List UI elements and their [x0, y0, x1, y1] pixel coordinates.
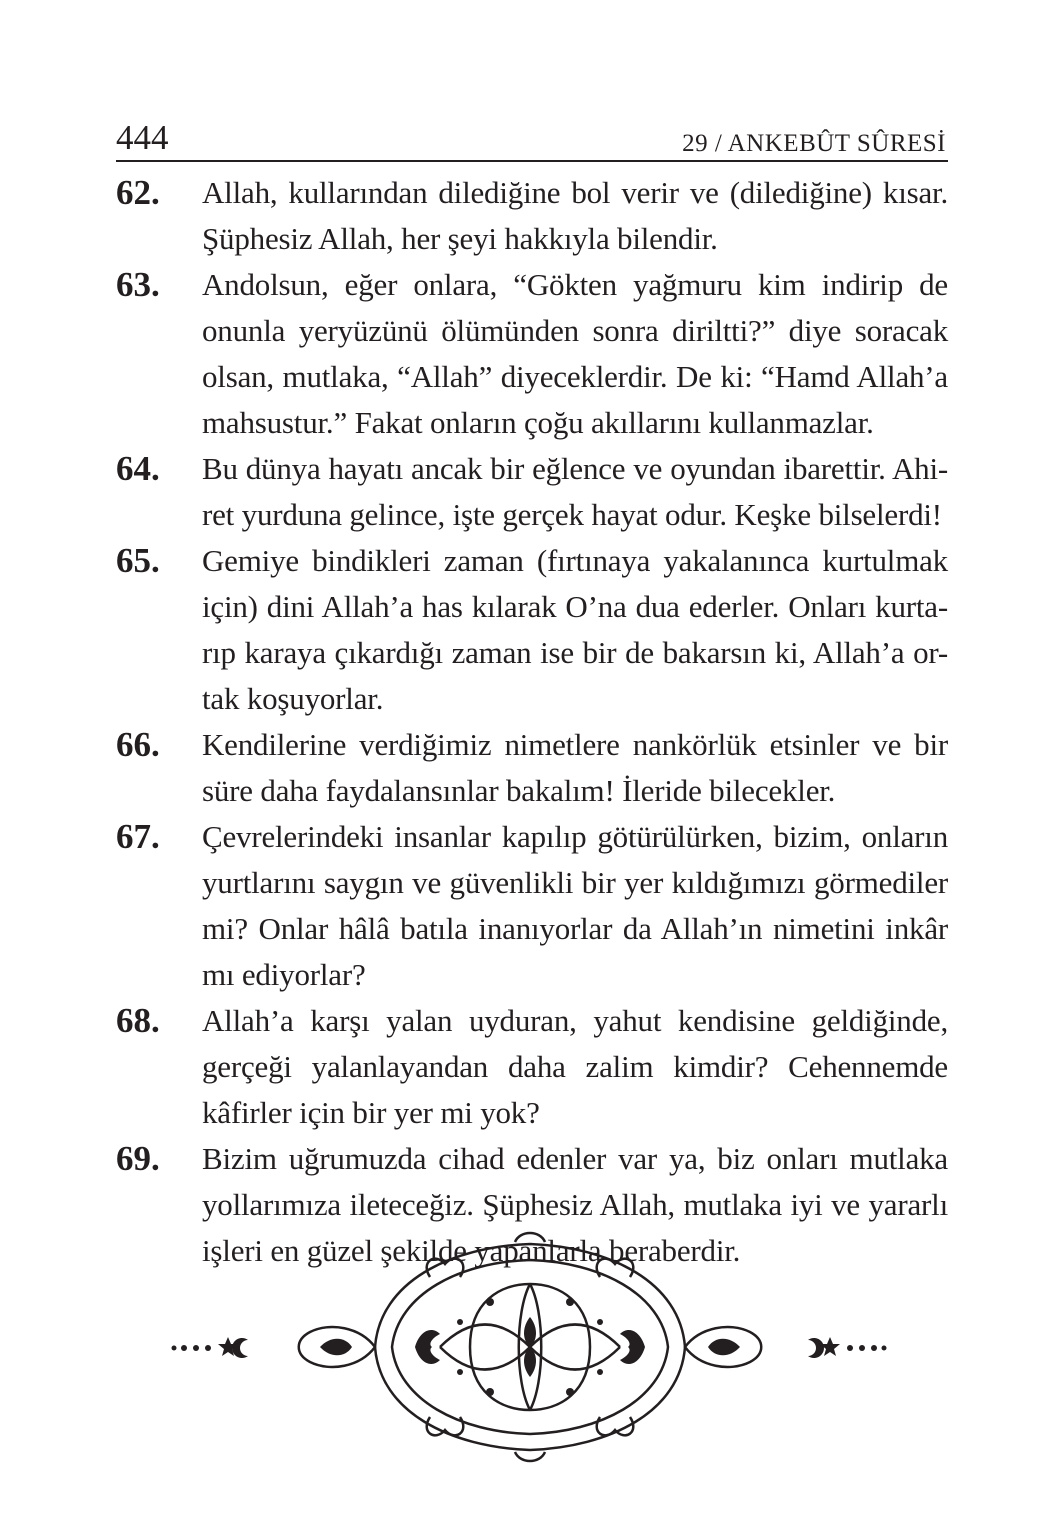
- verse-text: [202, 262, 948, 446]
- verse-line: Andolsun, eğer onlara, “Gökten yağmuru kim indirip de: [202, 267, 948, 302]
- verse-line: işleri en güzel şekilde yapanlarla beraberdir.: [202, 1233, 741, 1268]
- verse-line: onunla yeryüzünü ölümünden sonra diriltti?” diye soracak: [202, 313, 948, 348]
- verse-line: Gemiye bindikleri zaman (fırtınaya yakalanınca kurtulmak: [202, 543, 948, 578]
- verse-item: [116, 998, 948, 1136]
- verse-number: 68.: [116, 1001, 160, 1040]
- verse-list: [116, 170, 948, 1274]
- verse-line: mı ediyorlar?: [202, 957, 366, 992]
- verse-item: [116, 446, 948, 538]
- verse-line: gerçeği yalanlayandan daha zalim kimdir? Cehennemde: [202, 1049, 948, 1084]
- verse-line: Şüphesiz Allah, her şeyi hakkıyla bilendir.: [202, 221, 718, 256]
- verse-text: [202, 814, 948, 998]
- verse-line: mahsustur.” Fakat onların çoğu akıllarını kullanmazlar.: [202, 405, 874, 440]
- running-head: 29 / ANKEBÛT SÛRESİ: [682, 130, 946, 157]
- verse-item: [116, 538, 948, 722]
- verse-text: [202, 538, 948, 722]
- verse-number: 62.: [116, 173, 160, 212]
- verse-line: süre daha faydalansınlar bakalım! İleride bilecekler.: [202, 773, 836, 808]
- floral-tezhip-ornament-icon: [170, 1222, 890, 1472]
- verse-text: [202, 998, 948, 1136]
- verse-line: yurtlarını saygın ve güvenlikli bir yer kıldığımızı görmediler: [202, 865, 948, 900]
- verse-line: Bu dünya hayatı ancak bir eğlence ve oyundan ibarettir. Ahi-: [202, 451, 948, 486]
- verse-line: Allah’a karşı yalan uyduran, yahut kendisine geldiğinde,: [202, 1003, 948, 1038]
- verse-text: [202, 722, 948, 814]
- verse-line: Çevrelerindeki insanlar kapılıp götürülürken, bizim, onların: [202, 819, 948, 854]
- verse-line: kâfirler için bir yer mi yok?: [202, 1095, 540, 1130]
- verse-line: tak koşuyorlar.: [202, 681, 384, 716]
- verse-number: 67.: [116, 817, 160, 856]
- verse-item: [116, 814, 948, 998]
- page-header: [116, 112, 948, 162]
- verse-text: [202, 446, 948, 538]
- verse-number: 63.: [116, 265, 160, 304]
- verse-line: olsan, mutlaka, “Allah” diyeceklerdir. De ki: “Hamd Allah’a: [202, 359, 948, 394]
- verse-number: 69.: [116, 1139, 160, 1178]
- verse-line: için) dini Allah’a has kılarak O’na dua ederler. Onları kurta-: [202, 589, 948, 624]
- page-number: 444: [116, 118, 169, 157]
- verse-line: Bizim uğrumuzda cihad edenler var ya, biz onları mutlaka: [202, 1141, 948, 1176]
- verse-number: 66.: [116, 725, 160, 764]
- verse-line: rıp karaya çıkardığı zaman ise bir de bakarsın ki, Allah’a or-: [202, 635, 948, 670]
- verse-line: yollarımıza ileteceğiz. Şüphesiz Allah, mutlaka iyi ve yararlı: [202, 1187, 948, 1222]
- verse-line: Allah, kullarından dilediğine bol verir ve (dilediğine) kısar.: [202, 175, 948, 210]
- verse-number: 65.: [116, 541, 160, 580]
- verse-item: [116, 722, 948, 814]
- verse-text: [202, 170, 948, 262]
- verse-item: [116, 170, 948, 262]
- verse-line: ret yurduna gelince, işte gerçek hayat odur. Keşke bilselerdi!: [202, 497, 942, 532]
- verse-line: Kendilerine verdiğimiz nimetlere nankörlük etsinler ve bir: [202, 727, 948, 762]
- verse-item: [116, 262, 948, 446]
- verse-line: mi? Onlar hâlâ batıla inanıyorlar da Allah’ın nimetini inkâr: [202, 911, 948, 946]
- verse-number: 64.: [116, 449, 160, 488]
